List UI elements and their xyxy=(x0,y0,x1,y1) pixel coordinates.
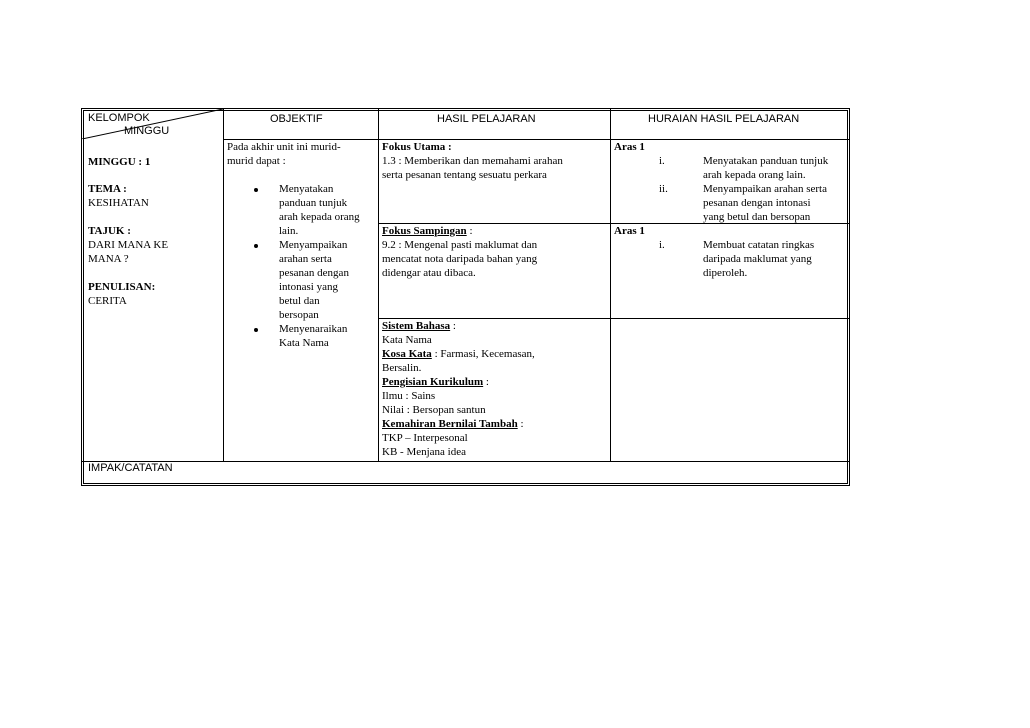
aras-label: Aras 1 xyxy=(614,225,645,237)
huraian-text: daripada maklumat yang xyxy=(703,253,812,265)
header-minggu: MINGGU xyxy=(124,125,170,137)
lesson-plan-table xyxy=(81,108,850,486)
row-divider xyxy=(82,461,849,462)
huraian-text: Membuat catatan ringkas xyxy=(703,239,815,251)
column-divider xyxy=(378,109,379,461)
objektif-item: Menyenaraikan xyxy=(279,323,348,335)
kb-value: KB - Menjana idea xyxy=(382,446,466,458)
fokus-utama-label: Fokus Utama : xyxy=(382,141,452,153)
header-kelompok: KELOMPOK xyxy=(88,112,150,124)
objektif-item: Menyatakan xyxy=(279,183,334,195)
penulisan-label: PENULISAN: xyxy=(88,281,156,293)
objektif-item: lain. xyxy=(279,225,299,237)
column-divider xyxy=(610,109,611,461)
tkp-value: TKP – Interpesonal xyxy=(382,432,468,444)
bullet-icon xyxy=(254,188,258,192)
fokus-sampingan-text: didengar atau dibaca. xyxy=(382,267,476,279)
fokus-sampingan-text: mencatat nota daripada bahan yang xyxy=(382,253,538,265)
objektif-item: arahan serta xyxy=(279,253,332,265)
impak-catatan-label: IMPAK/CATATAN xyxy=(88,462,173,474)
objektif-intro: murid dapat : xyxy=(227,155,286,167)
kemahiran-label: Kemahiran Bernilai Tambah : xyxy=(382,418,524,430)
minggu-label: MINGGU : 1 xyxy=(88,156,151,168)
objektif-item: panduan tunjuk xyxy=(279,197,348,209)
objektif-item: betul dan xyxy=(279,295,320,307)
bullet-icon xyxy=(254,328,258,332)
objektif-item: arah kepada orang xyxy=(279,211,360,223)
fokus-sampingan-text: 9.2 : Mengenal pasti maklumat dan xyxy=(382,239,538,251)
sistem-bahasa-value: Kata Nama xyxy=(382,334,432,346)
penulisan-value: CERITA xyxy=(88,295,127,307)
sistem-bahasa-label: Sistem Bahasa : xyxy=(382,320,456,332)
objektif-item: Kata Nama xyxy=(279,337,329,349)
huraian-text: yang betul dan bersopan xyxy=(703,211,811,223)
tema-label: TEMA : xyxy=(88,183,127,195)
pengisian-label: Pengisian Kurikulum : xyxy=(382,376,489,388)
nilai-value: Nilai : Bersopan santun xyxy=(382,404,486,416)
fokus-sampingan-label: Fokus Sampingan : xyxy=(382,225,473,237)
objektif-item: Menyampaikan xyxy=(279,239,348,251)
tajuk-value: MANA ? xyxy=(88,253,129,265)
huraian-text: pesanan dengan intonasi xyxy=(703,197,811,209)
tajuk-value: DARI MANA KE xyxy=(88,239,169,251)
huraian-text: Menyampaikan arahan serta xyxy=(703,183,827,195)
fokus-utama-text: 1.3 : Memberikan dan memahami arahan xyxy=(382,155,563,167)
huraian-num: i. xyxy=(659,239,665,251)
objektif-item: bersopan xyxy=(279,309,319,321)
objektif-intro: Pada akhir unit ini murid- xyxy=(227,141,341,153)
tema-value: KESIHATAN xyxy=(88,197,149,209)
bullet-icon xyxy=(254,244,258,248)
huraian-num: ii. xyxy=(659,183,668,195)
header-hasil-pelajaran: HASIL PELAJARAN xyxy=(437,113,536,125)
header-objektif: OBJEKTIF xyxy=(270,113,323,125)
objektif-item: pesanan dengan xyxy=(279,267,349,279)
kosa-kata: Kosa Kata : Farmasi, Kecemasan, xyxy=(382,348,535,360)
huraian-text: diperoleh. xyxy=(703,267,748,279)
header-huraian: HURAIAN HASIL PELAJARAN xyxy=(648,113,800,125)
column-divider xyxy=(223,109,224,461)
aras-label: Aras 1 xyxy=(614,141,645,153)
huraian-text: Menyatakan panduan tunjuk xyxy=(703,155,829,167)
kosa-kata-value: Bersalin. xyxy=(382,362,422,374)
ilmu-value: Ilmu : Sains xyxy=(382,390,436,402)
tajuk-label: TAJUK : xyxy=(88,225,131,237)
fokus-utama-text: serta pesanan tentang sesuatu perkara xyxy=(382,169,547,181)
huraian-num: i. xyxy=(659,155,665,167)
huraian-text: arah kepada orang lain. xyxy=(703,169,806,181)
objektif-item: intonasi yang xyxy=(279,281,338,293)
